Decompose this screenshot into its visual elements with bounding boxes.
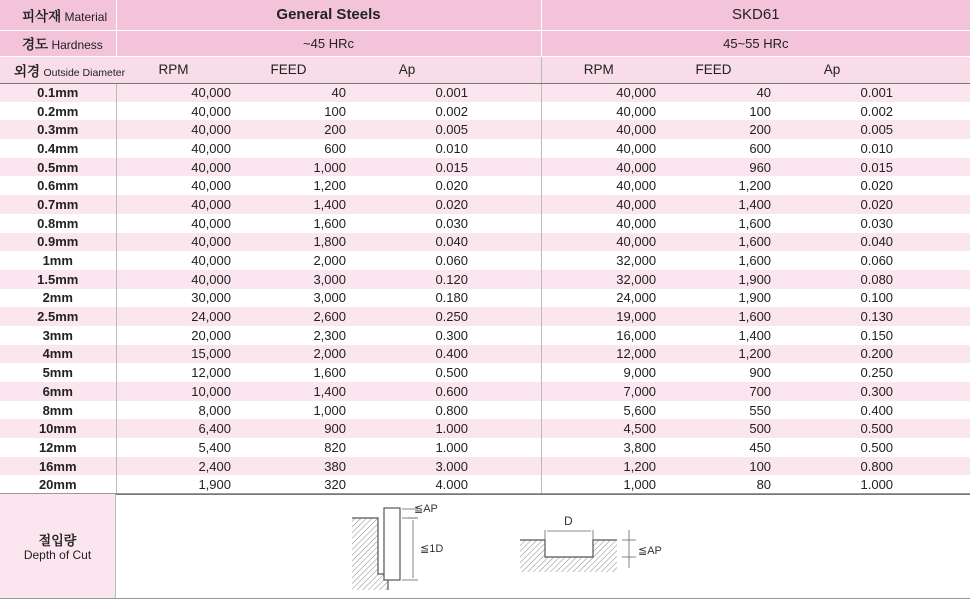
feed-cell: 1,200 (313, 178, 346, 194)
feed-cell: 960 (656, 158, 771, 177)
feed-cell: 600 (324, 140, 346, 156)
rpm-cell: 24,000 (116, 307, 231, 326)
rpm-cell: 40,000 (541, 83, 656, 102)
feed-cell: 1,000 (313, 402, 346, 418)
table-row (0, 363, 970, 382)
rpm-cell: 40,000 (116, 233, 231, 252)
feed-cell: 40 (656, 83, 771, 102)
d1-label: ≦1D (420, 543, 444, 555)
feed-cell: 100 (749, 103, 772, 119)
feed-cell: 2,300 (313, 327, 346, 343)
ap-cell: 0.400 (860, 402, 894, 418)
ap-cell: 0.030 (435, 215, 468, 231)
rpm-cell: 40,000 (116, 83, 231, 102)
rpm-cell: 15,000 (116, 345, 231, 364)
ap-cell: 0.800 (435, 402, 468, 418)
ap-cell: 0.250 (346, 307, 468, 326)
ap-cell: 0.010 (435, 140, 468, 156)
feed-cell: 450 (749, 439, 772, 455)
ap-cell: 0.002 (435, 103, 468, 119)
ap-cell: 0.800 (771, 457, 893, 476)
ap-cell: 0.002 (860, 103, 894, 119)
feed-cell: 100 (324, 103, 346, 119)
ap-cell: 0.020 (860, 178, 894, 194)
feed-cell: 820 (324, 439, 346, 455)
hardness-header-row (0, 30, 970, 56)
diameter-cell: 6mm (0, 382, 116, 401)
feed-cell: 1,900 (738, 290, 772, 306)
ap-cell: 0.500 (860, 439, 894, 455)
feed-cell: 1,600 (656, 307, 771, 326)
rpm-cell: 19,000 (541, 307, 656, 326)
diameter-cell: 16mm (0, 457, 116, 476)
diameter-cell: 0.5mm (0, 158, 116, 177)
ap-cell: 0.180 (435, 290, 468, 306)
feed-cell: 3,000 (231, 270, 346, 289)
table-row (0, 307, 970, 326)
feed-cell: 550 (749, 402, 772, 418)
rpm-cell: 40,000 (541, 233, 656, 252)
hardness-label: 경도 Hardness (0, 30, 116, 56)
ap-cell: 0.100 (860, 290, 894, 306)
diameter-cell: 10mm (0, 419, 116, 438)
ap-cell: 0.020 (435, 178, 468, 194)
column-header-row (0, 56, 970, 83)
table-row (0, 176, 970, 195)
diameter-cell: 4mm (0, 345, 116, 364)
diameter-cell: 20mm (0, 475, 116, 494)
ap-cell: 0.001 (346, 83, 468, 102)
diameter-cell: 5mm (0, 363, 116, 382)
ap-cell: 0.300 (771, 382, 893, 401)
slot-cut-diagram (520, 514, 662, 572)
feed-cell: 700 (656, 382, 771, 401)
rpm-cell: 40,000 (616, 215, 657, 231)
rpm-cell: 12,000 (541, 345, 656, 364)
feed-cell: 1,800 (231, 233, 346, 252)
diameter-cell: 3mm (0, 326, 116, 345)
rpm-cell: 40,000 (191, 253, 231, 269)
depth-of-cut-section (0, 493, 970, 599)
table-row (0, 120, 970, 139)
rpm-cell: 40,000 (616, 178, 657, 194)
feed-cell: 600 (749, 140, 772, 156)
rpm-cell: 40,000 (116, 270, 231, 289)
col-ap-s: Ap (771, 56, 893, 83)
diameter-cell: 0.3mm (0, 120, 116, 139)
ap-cell: 0.001 (771, 83, 893, 102)
feed-cell: 900 (231, 419, 346, 438)
table-row (0, 270, 970, 289)
rpm-cell: 1,000 (541, 475, 656, 494)
table-row (0, 457, 970, 476)
col-rpm-g: RPM (116, 56, 231, 83)
feed-cell: 80 (656, 475, 771, 494)
rpm-cell: 4,500 (541, 419, 656, 438)
table-row (0, 102, 970, 121)
depth-of-cut-diagram (0, 494, 970, 600)
feed-cell: 3,000 (313, 290, 346, 306)
feed-cell: 100 (656, 457, 771, 476)
ap-cell: 0.120 (346, 270, 468, 289)
rpm-cell: 5,600 (623, 402, 657, 418)
material-label: 피삭재 Material (0, 0, 116, 30)
ap-cell: 0.250 (860, 365, 894, 381)
diameter-cell: 0.9mm (0, 233, 116, 252)
ap-cell: 0.020 (346, 195, 468, 214)
diameter-cell: 0.1mm (0, 83, 116, 102)
col-feed-g: FEED (231, 56, 346, 83)
rpm-cell: 6,400 (116, 419, 231, 438)
diameter-cell: 0.7mm (0, 195, 116, 214)
rpm-cell: 5,400 (198, 439, 231, 455)
ap-cell: 0.030 (860, 215, 894, 231)
feed-cell: 200 (231, 120, 346, 139)
table-row (0, 326, 970, 345)
side-cut-diagram (352, 503, 443, 590)
rpm-cell: 40,000 (116, 195, 231, 214)
slot-cut-hatch (520, 540, 617, 572)
rpm-cell: 7,000 (541, 382, 656, 401)
feed-cell: 1,200 (738, 178, 772, 194)
feed-cell: 500 (656, 419, 771, 438)
rpm-cell: 32,000 (616, 253, 657, 269)
ap-cell: 0.020 (771, 195, 893, 214)
rpm-cell: 24,000 (616, 290, 657, 306)
rpm-cell: 40,000 (116, 158, 231, 177)
rpm-cell: 12,000 (191, 365, 231, 381)
table-row (0, 195, 970, 214)
col-feed-s: FEED (656, 56, 771, 83)
rpm-cell: 16,000 (616, 327, 657, 343)
d-label: D (564, 514, 573, 528)
feed-cell: 2,000 (231, 345, 346, 364)
feed-cell: 40 (231, 83, 346, 102)
ap-cell: 0.040 (771, 233, 893, 252)
ap-cell: 3.000 (346, 457, 468, 476)
rpm-cell: 2,400 (116, 457, 231, 476)
table-row (0, 401, 970, 420)
table-row (0, 139, 970, 158)
ap-cell: 1.000 (771, 475, 893, 494)
diameter-cell: 2.5mm (0, 307, 116, 326)
feed-cell: 900 (749, 365, 772, 381)
rpm-cell: 1,200 (541, 457, 656, 476)
diameter-cell: 0.8mm (0, 214, 116, 233)
diameter-cell: 0.4mm (0, 139, 116, 158)
rpm-cell: 40,000 (191, 103, 231, 119)
diameter-cell: 0.6mm (0, 176, 116, 195)
table-row (0, 233, 970, 252)
rpm-cell: 32,000 (541, 270, 656, 289)
ap-cell: 0.080 (771, 270, 893, 289)
feed-cell: 1,600 (313, 215, 346, 231)
side-cut-hatch (352, 518, 388, 590)
end-mill-tool (384, 508, 400, 580)
diameter-cell: 12mm (0, 438, 116, 457)
ap-cell: 0.300 (435, 327, 468, 343)
diameter-cell: 1mm (0, 251, 116, 270)
rpm-cell: 40,000 (116, 120, 231, 139)
table-row (0, 345, 970, 364)
ap-label-side: ≦AP (414, 503, 438, 515)
feed-cell: 1,400 (656, 195, 771, 214)
ap-cell: 0.010 (860, 140, 894, 156)
ap-cell: 0.200 (771, 345, 893, 364)
diameter-cell: 8mm (0, 401, 116, 420)
rpm-cell: 30,000 (191, 290, 231, 306)
table-row (0, 83, 970, 102)
ap-cell: 4.000 (346, 475, 468, 494)
ap-cell: 0.015 (771, 158, 893, 177)
ap-cell: 1.000 (346, 419, 468, 438)
feed-cell: 1,600 (313, 365, 346, 381)
table-row (0, 251, 970, 270)
feed-cell: 1,200 (656, 345, 771, 364)
rpm-cell: 40,000 (191, 178, 231, 194)
material-header-row (0, 0, 970, 30)
rpm-cell: 1,900 (116, 475, 231, 494)
rpm-cell: 40,000 (541, 120, 656, 139)
ap-cell: 0.040 (346, 233, 468, 252)
diameter-cell: 1.5mm (0, 270, 116, 289)
rpm-cell: 8,000 (198, 402, 231, 418)
rpm-cell: 40,000 (191, 215, 231, 231)
feed-cell: 1,400 (231, 195, 346, 214)
feed-cell: 320 (231, 475, 346, 494)
table-row (0, 438, 970, 457)
feed-cell: 1,400 (738, 327, 772, 343)
table-row (0, 289, 970, 308)
ap-cell: 0.500 (435, 365, 468, 381)
col-rpm-s: RPM (541, 56, 656, 83)
ap-cell: 0.015 (346, 158, 468, 177)
rpm-cell: 40,000 (616, 103, 657, 119)
depth-of-cut-label: 절입량 Depth of Cut (0, 494, 116, 598)
rpm-cell: 40,000 (541, 158, 656, 177)
feed-cell: 200 (656, 120, 771, 139)
ap-cell: 0.060 (435, 253, 468, 269)
feed-cell: 1,900 (656, 270, 771, 289)
ap-cell: 0.130 (771, 307, 893, 326)
col-ap-g: Ap (346, 56, 468, 83)
table-row (0, 214, 970, 233)
rpm-cell: 9,000 (623, 365, 657, 381)
group1-material-name: General Steels (116, 0, 541, 30)
ap-cell: 0.600 (346, 382, 468, 401)
rpm-cell: 20,000 (191, 327, 231, 343)
ap-label-slot: ≦AP (638, 545, 662, 557)
feed-cell: 380 (231, 457, 346, 476)
rpm-cell: 40,000 (191, 140, 231, 156)
ap-cell: 1.000 (435, 439, 468, 455)
ap-cell: 0.150 (860, 327, 894, 343)
group2-material-name: SKD61 (541, 0, 970, 30)
feed-cell: 1,000 (231, 158, 346, 177)
group1-hardness: ~45 HRc (116, 30, 541, 56)
ap-cell: 0.400 (346, 345, 468, 364)
ap-cell: 0.005 (771, 120, 893, 139)
ap-cell: 0.005 (346, 120, 468, 139)
feed-cell: 1,600 (656, 233, 771, 252)
ap-cell: 0.500 (771, 419, 893, 438)
table-row (0, 158, 970, 177)
table-row (0, 419, 970, 438)
diameter-label: 외경 Outside Diameter (0, 56, 116, 83)
diameter-cell: 0.2mm (0, 102, 116, 121)
rpm-cell: 40,000 (616, 140, 657, 156)
ap-cell: 0.060 (860, 253, 894, 269)
feed-cell: 1,400 (231, 382, 346, 401)
diameter-cell: 2mm (0, 289, 116, 308)
feed-cell: 2,000 (313, 253, 346, 269)
table-row (0, 382, 970, 401)
feed-cell: 2,600 (231, 307, 346, 326)
feed-cell: 1,600 (738, 215, 772, 231)
rpm-cell: 3,800 (623, 439, 657, 455)
feed-cell: 1,600 (738, 253, 772, 269)
rpm-cell: 40,000 (541, 195, 656, 214)
group2-hardness: 45~55 HRc (541, 30, 970, 56)
table-row (0, 475, 970, 494)
rpm-cell: 10,000 (116, 382, 231, 401)
